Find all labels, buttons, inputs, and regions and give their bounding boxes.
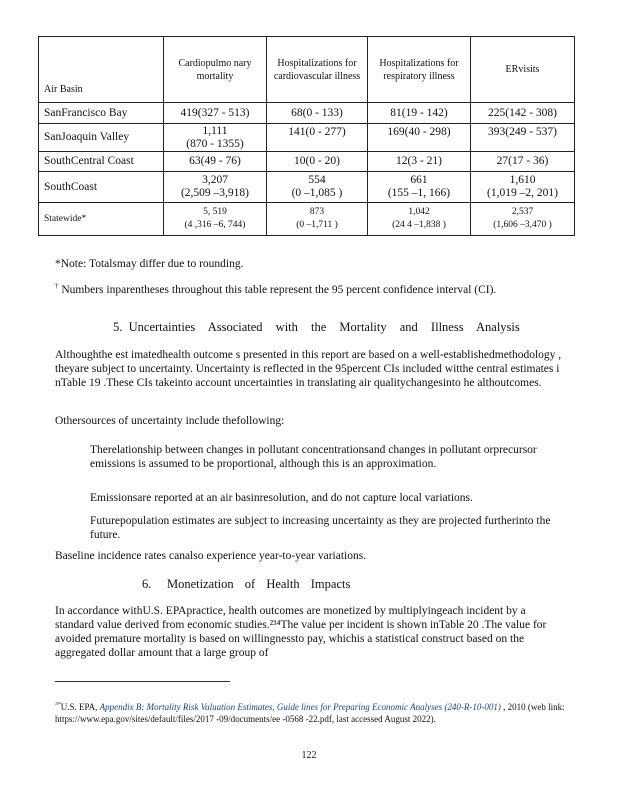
section-5-number: 5.	[113, 320, 123, 334]
cell-er: 225(142 - 308)	[471, 103, 575, 124]
cell-ci: (1,606 –3,470 )	[493, 220, 552, 230]
cell-hosp-cv: 10(0 - 20)	[267, 152, 368, 172]
header-hosp-respiratory: Hospitalizations for respiratory illness	[368, 37, 471, 103]
bullet-item-1: Therelationship between changes in pollutant concentrationsand changes in pollutant orprecursor emissions is assumed to be proportional, although this is an approximation.	[90, 444, 537, 470]
cell-value: 2,537	[511, 207, 534, 217]
cell-hosp-resp	[368, 172, 471, 203]
cell-hosp-cv: 141(0 - 277)	[267, 124, 368, 152]
header-hosp-cardiovascular: Hospitalizations for cardiovascular illness	[267, 37, 368, 103]
footnote-pre: U.S. EPA,	[60, 702, 100, 712]
cell-value: 1,042	[408, 207, 430, 217]
section-5-para-3: Baseline incidence rates canalso experience year-to-year variations.	[55, 550, 367, 562]
footnote-post: , 2010 (web link: https://www.epa.gov/sites/default/files/2017 -09/documents/ee -0568 -22.pdf, last accessed August 2022).	[55, 702, 565, 724]
cell-value: 661	[410, 174, 428, 186]
cell-ci: (2,509 –3,918)	[180, 187, 250, 199]
cell-ci: (24 4 –1,838 )	[392, 220, 446, 230]
cell-basin: SanFrancisco Bay	[39, 103, 164, 124]
section-5-heading	[113, 320, 520, 335]
cell-er: 27(17 - 36)	[471, 152, 575, 172]
cell-basin: SouthCentral Coast	[39, 152, 164, 172]
cell-value: 1,111	[202, 124, 228, 137]
bullet-item-3: Futurepopulation estimates are subject to increasing uncertainty as they are projected furtherinto the future.	[90, 515, 551, 541]
table-row	[39, 152, 575, 172]
cell-value: 1,610	[509, 174, 536, 186]
footnote-title-link[interactable]: Appendix B: Mortality Risk Valuation Estimates, Guide lines for Preparing Economic Analyses (240-R-10-001)	[99, 702, 501, 712]
table-header-row	[39, 37, 575, 103]
table-row	[39, 124, 575, 152]
cell-value: 873	[309, 207, 325, 217]
page-number: 122	[301, 750, 317, 761]
cell-hosp-resp: 12(3 - 21)	[368, 152, 471, 172]
cell-ci: (155 –1, 166)	[387, 187, 451, 199]
table-row-statewide	[39, 203, 575, 236]
cell-hosp-resp: 169(40 - 298)	[368, 124, 471, 152]
cell-cardio	[164, 172, 267, 203]
cell-cardio	[164, 124, 267, 152]
cell-ci: (4 ,316 –6, 744)	[184, 220, 246, 230]
cell-value: 5, 519	[203, 207, 227, 217]
header-cardiopulmonary: Cardiopulmo nary mortality	[164, 37, 267, 103]
header-er-visits: ERvisits	[471, 37, 575, 103]
table-row	[39, 172, 575, 203]
section-6-heading	[142, 577, 350, 592]
cell-hosp-resp: 81(19 - 142)	[368, 103, 471, 124]
cell-basin: Statewide*	[39, 203, 164, 236]
cell-hosp-cv	[267, 203, 368, 236]
cell-er: 393(249 - 537)	[471, 124, 575, 152]
section-5-para-1: Althoughthe est imatedhealth outcome s presented in this report are based on a well-establishedmethodology , theyare subject to uncertainty. Uncertainty is reflected in the 95percent CIs included witthe central estimates i nTable 19 .These CIs takeinto account uncertainties in translating air qualitychangesinto he althoutcomes.	[55, 349, 562, 389]
cell-hosp-resp	[368, 203, 471, 236]
section-6-number: 6.	[142, 577, 152, 591]
section-5-para-2: Othersources of uncertainty include thefollowing:	[55, 415, 285, 427]
health-outcomes-table	[38, 36, 575, 236]
cell-ci: (0 –1,085 )	[291, 187, 343, 199]
cell-hosp-cv: 68(0 - 133)	[267, 103, 368, 124]
section-5-title: Uncertainties Associated with the Mortality and Illness Analysis	[128, 320, 520, 334]
bullet-item-2: Emissionsare reported at an air basinresolution, and do not capture local variations.	[90, 492, 473, 504]
note-ci-text: Numbers inparentheses throughout this table represent the 95 percent confidence interval (CI).	[61, 283, 497, 296]
cell-cardio: 419(327 - 513)	[164, 103, 267, 124]
cell-ci: (1,019 –2, 201)	[487, 187, 558, 199]
footnote-mark: ²³⁴	[55, 702, 61, 708]
table-note-rounding: *Note: Totalsmay differ due to rounding.	[55, 258, 244, 270]
cell-er	[471, 203, 575, 236]
footnote-234	[55, 699, 565, 725]
footnote-divider	[55, 681, 230, 682]
cell-ci: (0 –1,711 )	[296, 220, 338, 230]
cell-cardio	[164, 203, 267, 236]
cell-basin: SanJoaquin Valley	[39, 124, 164, 152]
cell-value: 3,207	[202, 174, 228, 186]
cell-basin: SouthCoast	[39, 172, 164, 203]
cell-value: 554	[308, 174, 326, 186]
section-6-para-1: In accordance withU.S. EPApractice, health outcomes are monetized by multiplyingeach incident by a standard value derived from economic studies.²³⁴The value per incident is shown inTable 20 .The value for avoided premature mortality is based on willingnessto pay, whichis a statistical construct based on the aggregated dollar amount that a large group of	[55, 605, 547, 659]
cell-ci: (870 - 1355)	[186, 137, 244, 150]
cell-hosp-cv	[267, 172, 368, 203]
cell-er	[471, 172, 575, 203]
table-note-ci	[55, 279, 565, 297]
header-air-basin: Air Basin	[39, 37, 164, 103]
cell-cardio: 63(49 - 76)	[164, 152, 267, 172]
table-row	[39, 103, 575, 124]
note-mark: †	[55, 282, 59, 290]
section-6-title: Monetization of Health Impacts	[167, 577, 351, 591]
